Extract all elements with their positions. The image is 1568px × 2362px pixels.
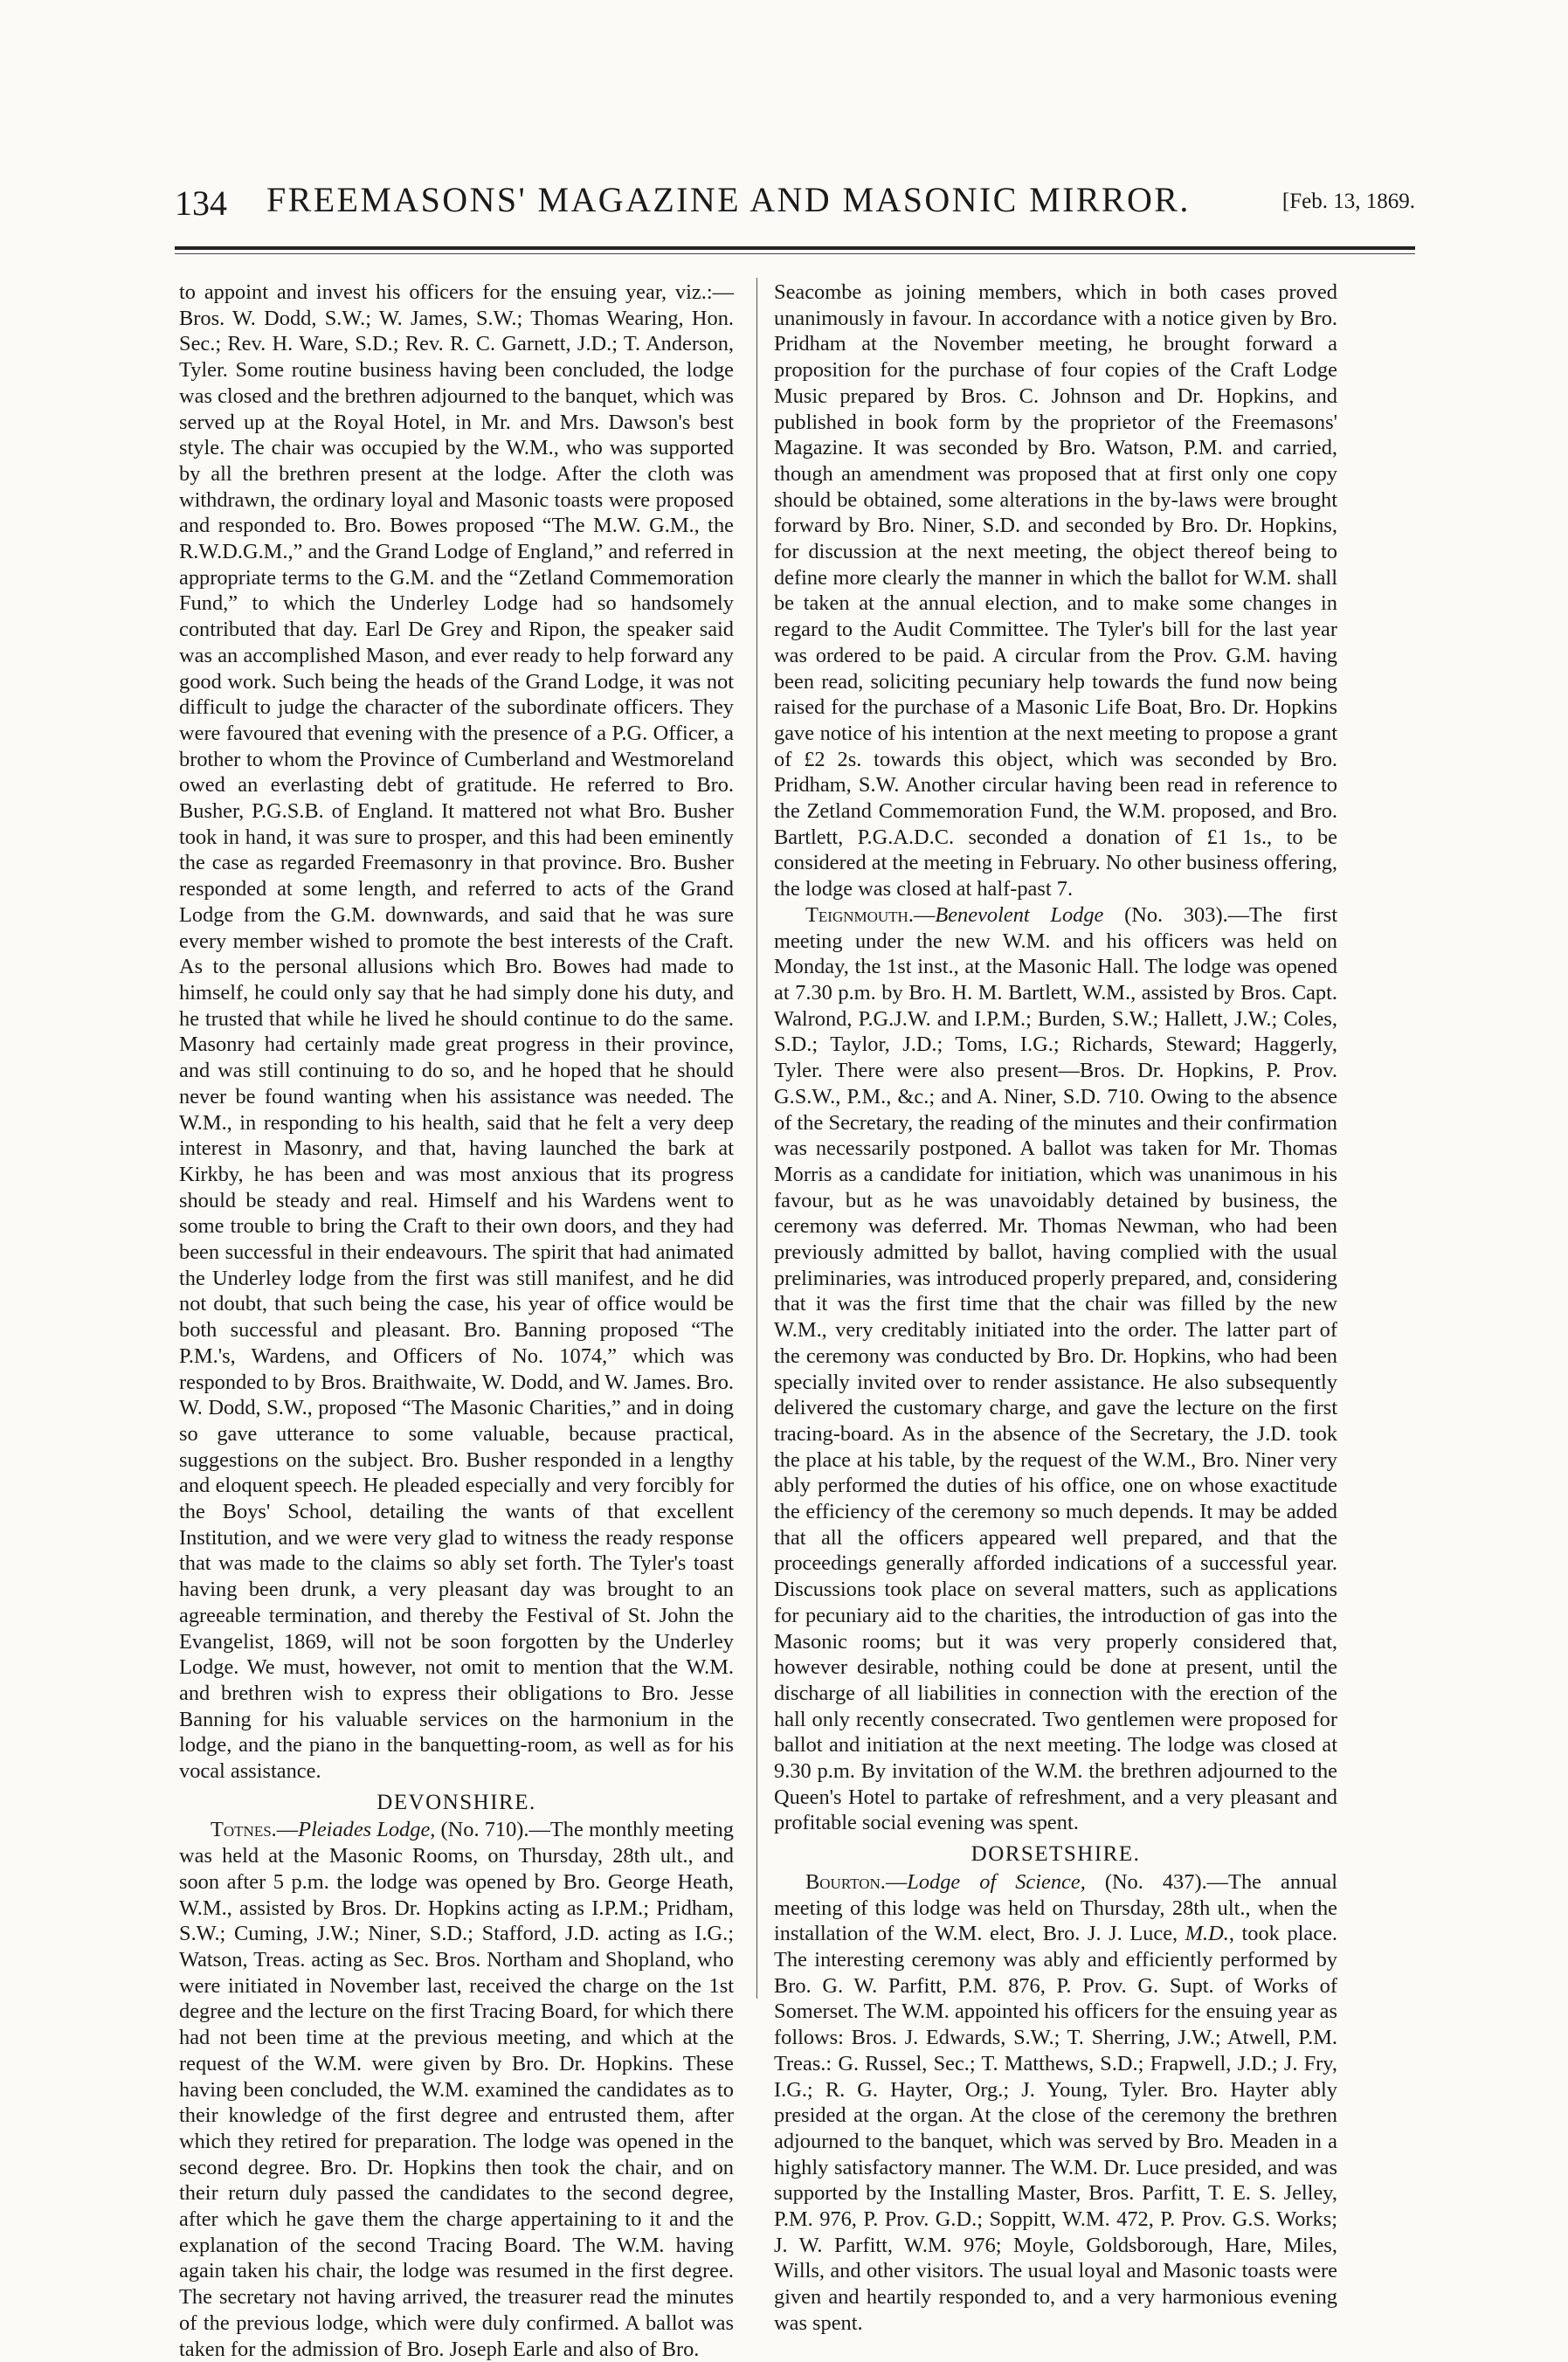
lodge-name: Lodge of Science,: [907, 1869, 1086, 1894]
section-heading-devonshire: DEVONSHIRE.: [376, 1790, 536, 1814]
place-name: Totnes.: [211, 1818, 277, 1842]
column-divider: [756, 278, 757, 1999]
paragraph-continuation: to appoint and invest his officers for the ensuing year, viz.:— Bros. W. Dodd, S.W.; W. James, S.W.; Thomas Wearing, Hon. Sec.; Rev. H. Ware, S.D.; Rev. R. C. Garnett, J.D.; T. Anderson, Tyler. Some routine business having been concluded, the lodge was closed and the brethren adjourned to the banquet, which was served up at the Royal Hotel, in Mr. and Mrs. Dawson's best style. The chair was occupied by the W.M., who was supported by all the brethren present at the lodge. After the cloth was withdrawn, the ordinary loyal and Masonic toasts were proposed and responded to. Bro. Bowes proposed “The M.W. G.M., the R.W.D.G.M.,” and the Grand Lodge of England,” and referred in appropriate terms to the G.M. and the “Zetland Commemoration Fund,” to which the Underley Lodge had so handsomely contributed that day. Earl De Grey and Ripon, the speaker said was an accomplished Mason, and ever ready to help forward any good work. Such being the heads of the Grand Lodge, it was not difficult to judge the character of the subordinate officers. They were favoured that evening with the presence of a P.G. Officer, a brother to whom the Province of Cumberland and Westmoreland owed an everlasting debt of gratitude. He referred to Bro. Busher, P.G.S.B. of England. It mattered not what Bro. Busher took in hand, it was sure to prosper, and this had been eminently the case as regarded Freemasonry in that province. Bro. Busher responded at some length, and referred to acts of the Grand Lodge from the G.M. downwards, and said that he was sure every member wished to promote the best interests of the Craft. As to the personal allusions which Bro. Bowes had made to himself, he could only say that he had simply done his duty, and he trusted that while he lived he should continue to do the same. Masonry had certainly made great progress in their province, and was still continuing to do so, and he hoped that he should never be found wanting when his assistance was needed. The W.M., in responding to his health, said that he felt a very deep interest in Masonry, and that, having launched the bark at Kirkby, he has been and was most anxious that its progress should be steady and real. Himself and his Wardens went to some trouble to bring the Craft to their own doors, and they had been successful in their endeavours. The spirit that had animated the Underley lodge from the first was still manifest, and he did not doubt, that such being the case, his year of office would be both successful and pleasant. Bro. Banning proposed “The P.M.'s, Wardens, and Officers of No. 1074,” which was responded to by Bros. Braithwaite, W. Dodd, and W. James. Bro. W. Dodd, S.W., proposed “The Masonic Charities,” and in doing so gave utterance to some valuable, because practical, suggestions on the subject. Bro. Busher responded in a lengthy and eloquent speech. He pleaded especially and very forcibly for the Boys' School, detailing the wants of that excellent Institution, and we were very glad to witness the ready response that was made to the claims so ably set forth. The Tyler's toast having been drunk, a very pleasant day was brought to an agreeable termination, and thereby the Festival of St. John the Evangelist, 1869, will not be soon forgotten by the Underley Lodge. We must, however, not omit to mention that the W.M. and brethren wish to express their obligations to Bro. Jesse Banning for his valuable services on the harmonium in the lodge, and the piano in the banquetting-room, as well as for his vocal assistance.: [179, 280, 734, 1784]
left-column: [179, 280, 734, 2362]
degree-abbrev: M.D.: [1185, 1922, 1229, 1946]
lodge-name: Pleiades Lodge,: [298, 1818, 436, 1842]
paragraph-bourton: Bourton.—Lodge of Science, (No. 437).—The annual meeting of this lodge was held on Thursday, 28th ult., when the installation of the W.M. elect, Bro. J. J. Luce, M.D., took place. The interesting ceremony was ably and efficiently performed by Bro. G. W. Parfitt, P.M. 876, P. Prov. G. Supt. of Works of Somerset. The W.M. appointed his officers for the ensuing year as follows: Bros. J. Edwards, S.W.; T. Sherring, J.W.; Atwell, P.M. Treas.: G. Russel, Sec.; T. Matthews, S.D.; Frapwell, J.D.; J. Fry, I.G.; R. G. Hayter, Org.; J. Young, Tyler. Bro. Hayter ably presided at the organ. At the close of the ceremony the brethren adjourned to the banquet, which was served by Bro. Meaden in a highly satisfactory manner. The W.M. Dr. Luce presided, and was supported by the Installing Master, Bros. Parfitt, T. E. S. Jelley, P.M. 976, P. Prov. G.D.; Soppitt, W.M. 472, P. Prov. G.S. Works; J. W. Parfitt, W.M. 976; Moyle, Goldsborough, Hare, Miles, Wills, and other visitors. The usual loyal and Masonic toasts were given and heartily responded to, and a very harmonious evening was spent.: [774, 1869, 1338, 2335]
lodge-name: Benevolent Lodge: [935, 902, 1104, 927]
header-rule-thin: [175, 253, 1415, 254]
paragraph-body: (No. 710).—The monthly meeting was held at the Masonic Rooms, on Thursday, 28th ult., and soon after 5 p.m. the lodge was opened by Bro. George Heath, W.M., assisted by Bros. Dr. Hopkins acting as I.P.M.; Pridham, S.W.; Cuming, J.W.; Niner, S.D.; Stafford, J.D. acting as I.G.; Watson, Treas. acting as Sec. Bros. Northam and Shopland, who were initiated in November last, received the charge on the 1st degree and the lecture on the first Tracing Board, for which there had not been time at the previous meeting, and which at the request of the W.M. were given by Bro. Dr. Hopkins. These having been concluded, the W.M. examined the candidates as to their knowledge of the first degree and entrusted them, after which they retired for preparation. The lodge was opened in the second degree. Bro. Dr. Hopkins then took the chair, and on their return duly passed the candidates to the second degree, after which he gave them the charge appertaining to it and the explanation of the second Tracing Board. The W.M. having again taken his chair, the lodge was resumed in the first degree. The secretary not having arrived, the treasurer read the minutes of the previous lodge, which were duly confirmed. A ballot was taken for the admission of Bro. Joseph Earle and also of Bro.: [179, 1818, 734, 2361]
paragraph-continuation: Seacombe as joining members, which in both cases proved unanimously in favour. In accordance with a notice given by Bro. Pridham at the November meeting, he brought forward a proposition for the purchase of four copies of the Craft Lodge Music prepared by Bros. C. Johnson and Dr. Hopkins, and published in book form by the proprietor of the Freemasons' Magazine. It was seconded by Bro. Watson, P.M. and carried, though an amendment was proposed that at first only one copy should be obtained, some alterations in the by-laws were brought forward by Bro. Niner, S.D. and seconded by Bro. Dr. Hopkins, for discussion at the next meeting, the object thereof being to define more clearly the manner in which the ballot for W.M. shall be taken at the annual election, and to make some changes in regard to the Audit Committee. The Tyler's bill for the last year was ordered to be paid. A circular from the Prov. G.M. having been read, soliciting pecuniary help towards the fund now being raised for the purchase of a Masonic Life Boat, Bro. Dr. Hopkins gave notice of his intention at the next meeting to propose a grant of £2 2s. towards this object, which was seconded by Bro. Pridham, S.W. Another circular having been read in reference to the Zetland Commemoration Fund, the W.M. proposed, and Bro. Bartlett, P.G.A.D.C. seconded a donation of £1 1s., to be considered at the meeting in February. No other business offering, the lodge was closed at half-past 7.: [774, 280, 1337, 901]
paragraph-body: (No. 303).—The first meeting under the new W.M. and his officers was held on Monday, the 1st inst., at the Masonic Hall. The lodge was opened at 7.30 p.m. by Bro. H. M. Bartlett, W.M., assisted by Bros. Capt. Walrond, P.G.J.W. and I.P.M.; Burden, S.W.; Hallett, J.W.; Coles, S.D.; Taylor, J.D.; Toms, I.G.; Richards, Steward; Haggerly, Tyler. There were also present—Bros. Dr. Hopkins, P. Prov. G.S.W., P.M., &c.; and A. Niner, S.D. 710. Owing to the absence of the Secretary, the reading of the minutes and their confirmation was necessarily postponed. A ballot was taken for Mr. Thomas Morris as a candidate for initiation, which was unanimous in his favour, but as he was unavoidably detained by business, the ceremony was deferred. Mr. Thomas Newman, who had been previously admitted by ballot, having complied with the usual preliminaries, was introduced properly prepared, and, considering that it was the first time that the chair was filled by the new W.M., very creditably initiated into the order. The latter part of the ceremony was conducted by Bro. Dr. Hopkins, who had been specially invited over to render assistance. He also subsequently delivered the customary charge, and gave the lecture on the first tracing-board. As in the absence of the Secretary, the J.D. took the place at his table, by the request of the W.M., Bro. Niner very ably performed the duties of his office, one on whose exactitude the efficiency of the ceremony so much depends. It may be added that all the officers appeared well prepared, and that the proceedings generally afforded indications of a successful year. Discussions took place on several matters, such as applications for pecuniary aid to the charities, the introduction of gas into the Masonic rooms; but it was very properly considered that, however desirable, nothing could be done at present, until the discharge of all liabilities in connection with the erection of the hall only recently consecrated. Two gentlemen were proposed for ballot and initiation at the next meeting. The lodge was closed at 9.30 p.m. By invitation of the W.M. the brethren adjourned to the Queen's Hotel to partake of refreshment, and a very pleasant and profitable social evening was spent.: [774, 902, 1337, 1835]
section-heading-dorsetshire: DORSETSHIRE.: [971, 1842, 1141, 1867]
paragraph-body: , took place. The interesting ceremony was ably and efficiently performed by Bro. G. W. Parfitt, P.M. 876, P. Prov. G. Supt. of Works of Somerset. The W.M. appointed his officers for the ensuing year as follows: Bros. J. Edwards, S.W.; T. Sherring, J.W.; Atwell, P.M. Treas.: G. Russel, Sec.; T. Matthews, S.D.; Frapwell, J.D.; J. Fry, I.G.; R. G. Hayter, Org.; J. Young, Tyler. Bro. Hayter ably presided at the organ. At the close of the ceremony the brethren adjourned to the banquet, which was served by Bro. Meaden in a highly satisfactory manner. The W.M. Dr. Luce presided, and was supported by the Installing Master, Bros. Parfitt, T. E. S. Jelley, P.M. 976, P. Prov. G.D.; Soppitt, W.M. 472, P. Prov. G.S. Works; J. W. Parfitt, W.M. 976; Moyle, Goldsborough, Hare, Miles, Wills, and other visitors. The usual loyal and Masonic toasts were given and heartily responded to, and a very harmonious evening was spent.: [774, 1922, 1337, 2335]
paragraph-totnes: Totnes.—Pleiades Lodge, (No. 710).—The monthly meeting was held at the Masonic Rooms, on Thursday, 28th ult., and soon after 5 p.m. the lodge was opened by Bro. George Heath, W.M., assisted by Bros. Dr. Hopkins acting as I.P.M.; Pridham, S.W.; Cuming, J.W.; Niner, S.D.; Stafford, J.D. acting as I.G.; Watson, Treas. acting as Sec. Bros. Northam and Shopland, who were initiated in November last, received the charge on the 1st degree and the lecture on the first Tracing Board, for which there had not been time at the previous meeting, and which at the request of the W.M. were given by Bro. Dr. Hopkins. These having been concluded, the W.M. examined the candidates as to their knowledge of the first degree and entrusted them, after which they retired for preparation. The lodge was opened in the second degree. Bro. Dr. Hopkins then took the chair, and on their return duly passed the candidates to the second degree, after which he gave them the charge appertaining to it and the explanation of the second Tracing Board. The W.M. having again taken his chair, the lodge was resumed in the first degree. The secretary not having arrived, the treasurer read the minutes of the previous lodge, which were duly confirmed. A ballot was taken for the admission of Bro. Joseph Earle and also of Bro.: [179, 1818, 734, 2361]
publication-title: FREEMASONS' MAGAZINE AND MASONIC MIRROR.: [266, 180, 1191, 219]
paragraph-teignmouth: Teignmouth.—Benevolent Lodge (No. 303).—The first meeting under the new W.M. and his officers was held on Monday, the 1st inst., at the Masonic Hall. The lodge was opened at 7.30 p.m. by Bro. H. M. Bartlett, W.M., assisted by Bros. Capt. Walrond, P.G.J.W. and I.P.M.; Burden, S.W.; Hallett, J.W.; Coles, S.D.; Taylor, J.D.; Toms, I.G.; Richards, Steward; Haggerly, Tyler. There were also present—Bros. Dr. Hopkins, P. Prov. G.S.W., P.M., &c.; and A. Niner, S.D. 710. Owing to the absence of the Secretary, the reading of the minutes and their confirmation was necessarily postponed. A ballot was taken for Mr. Thomas Morris as a candidate for initiation, which was unanimous in his favour, but as he was unavoidably detained by business, the ceremony was deferred. Mr. Thomas Newman, who had been previously admitted by ballot, having complied with the usual preliminaries, was introduced properly prepared, and, considering that it was the first time that the chair was filled by the new W.M., very creditably initiated into the order. The latter part of the ceremony was conducted by Bro. Dr. Hopkins, who had been specially invited over to render assistance. He also subsequently delivered the customary charge, and gave the lecture on the first tracing-board. As in the absence of the Secretary, the J.D. took the place at his table, by the request of the W.M., Bro. Niner very ably performed the duties of his office, one on whose exactitude the efficiency of the ceremony so much depends. It may be added that all the officers appeared well prepared, and that the proceedings generally afforded indications of a successful year. Discussions took place on several matters, such as applications for pecuniary aid to the charities, the introduction of gas into the Masonic rooms; but it was very properly considered that, however desirable, nothing could be done at present, until the discharge of all liabilities in connection with the erection of the hall only recently consecrated. Two gentlemen were proposed for ballot and initiation at the next meeting. The lodge was closed at 9.30 p.m. By invitation of the W.M. the brethren adjourned to the Queen's Hotel to partake of refreshment, and a very pleasant and profitable social evening was spent.: [774, 902, 1337, 1835]
place-name: Teignmouth.: [805, 902, 914, 927]
header-rule: [175, 246, 1415, 250]
paragraph-body: (No. 437).—The annual meeting of this lodge was held on Thursday, 28th ult., when the installation of the W.M. elect, Bro. J. J. Luce,: [774, 1869, 1338, 1946]
place-name: Bourton.: [805, 1869, 886, 1894]
right-column: [774, 280, 1337, 2337]
page-number: 134: [175, 183, 227, 223]
masthead: [175, 179, 1415, 231]
issue-date: [Feb. 13, 1869.: [1281, 190, 1415, 213]
